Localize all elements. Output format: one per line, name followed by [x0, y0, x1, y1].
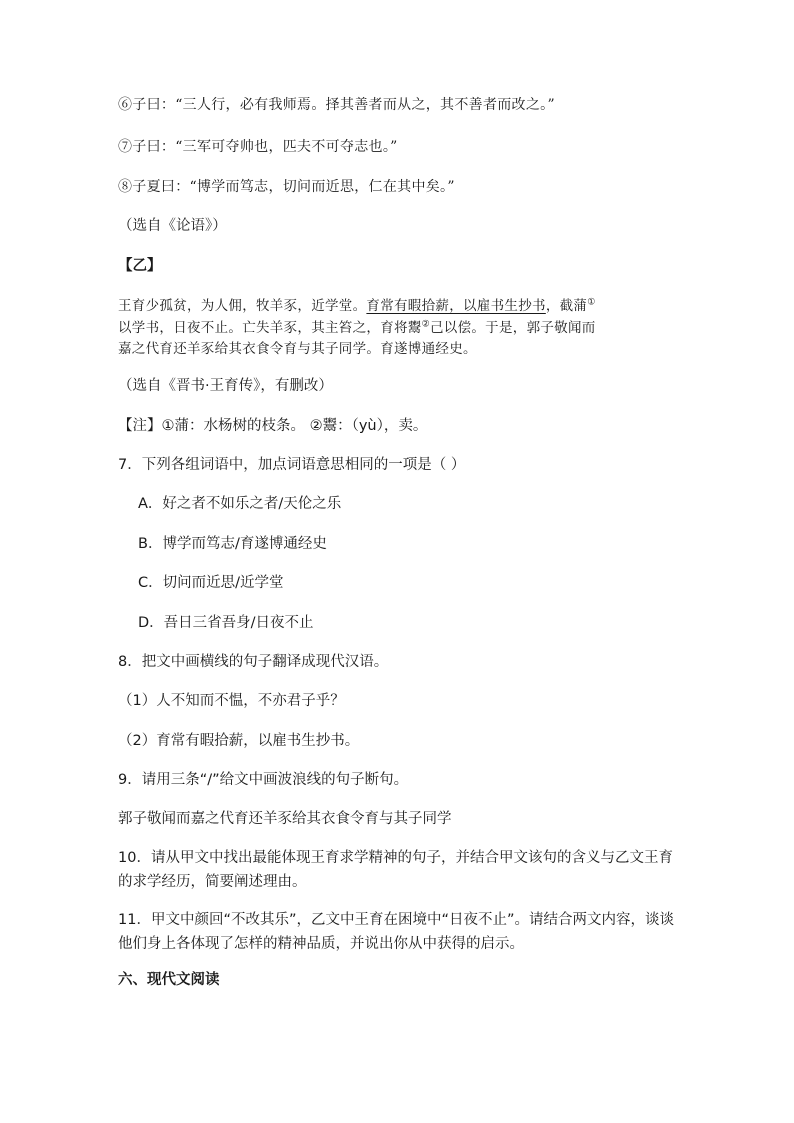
underlined-sentence: 育常有暇拾薪，以雇书生抄书	[366, 298, 546, 314]
note-mark-1: ①	[587, 297, 596, 308]
part-b-line2-part1: 以学书，日夜不止。亡失羊豕，其主笞之，育将鬻	[118, 320, 422, 336]
question-11: 11．甲文中颜回“不改其乐”，乙文中王育在困境中“日夜不止”。请结合两文内容，谈谈他们身上各体现了怎样的精神品质，并说出你从中获得的启示。	[118, 912, 674, 952]
analects-source: （选自《论语》）	[118, 218, 227, 234]
analects-line-6: ⑥子曰：“三人行，必有我师焉。择其善者而从之，其不善者而改之。”	[118, 97, 555, 113]
question-9-stem: 9．请用三条“/”给文中画波浪线的句子断句。	[118, 772, 409, 788]
question-8-sub-1: （1）人不知而不愠，不亦君子乎？	[118, 693, 345, 709]
analects-line-7: ⑦子曰：“三军可夺帅也，匹夫不可夺志也。”	[118, 139, 398, 155]
question-7-option-b: B．博学而笃志/育遂博通经史	[138, 536, 327, 552]
analects-line-8: ⑧子夏曰：“博学而笃志，切问而近思，仁在其中矣。”	[118, 179, 455, 195]
question-10: 10．请从甲文中找出最能体现王育求学精神的句子，并结合甲文该句的含义与乙文王育的求学经历，简要阐述理由。	[118, 850, 673, 890]
part-b-heading: 【乙】	[118, 258, 162, 274]
part-b-text-line-3: 嘉之代育还羊豕给其衣食令育与其子同学。育遂博通经史。	[118, 341, 477, 357]
question-7-option-a: A．好之者不如乐之者/天伦之乐	[138, 496, 342, 512]
part-b-line2-part2: 己以偿。于是，郭子敬闻而	[429, 320, 596, 336]
note-mark-2: ②	[421, 319, 430, 330]
part-b-notes: 【注】①蒲：水杨树的枝条。 ②鬻：（yù），卖。	[118, 418, 428, 434]
question-8-sub-2: （2）育常有暇拾薪，以雇书生抄书。	[118, 733, 360, 749]
question-8-stem: 8．把文中画横线的句子翻译成现代汉语。	[118, 654, 389, 670]
question-7-option-d: D．吾日三省吾身/日夜不止	[138, 615, 314, 631]
part-b-text-part2: ，截蒲	[545, 298, 588, 314]
question-7-stem: 7．下列各组词语中，加点词语意思相同的一项是（ ）	[118, 457, 466, 473]
part-b-source: （选自《晋书·王育传》，有删改）	[118, 378, 333, 394]
section-title: 六、现代文阅读	[118, 972, 220, 988]
question-9-sentence: 郭子敬闻而嘉之代育还羊豕给其衣食令育与其子同学	[118, 811, 452, 827]
part-b-text-part1: 王育少孤贫，为人佣，牧羊豕，近学堂。	[118, 298, 367, 314]
part-b-text-line-2	[118, 318, 596, 338]
part-b-text-line-1	[118, 296, 596, 316]
question-7-option-c: C．切问而近思/近学堂	[138, 575, 284, 591]
